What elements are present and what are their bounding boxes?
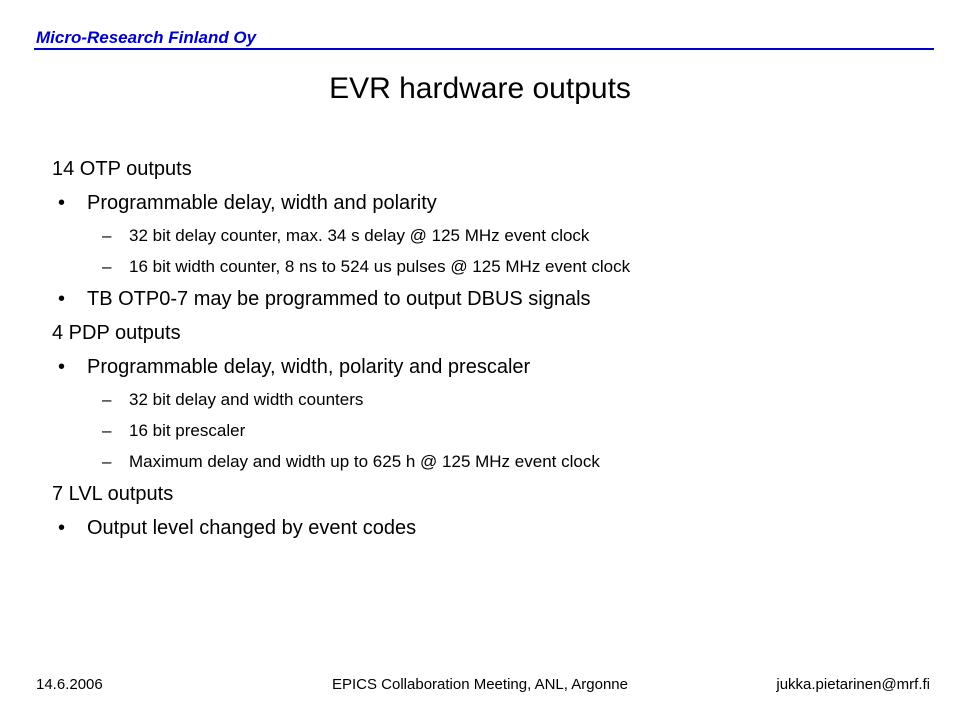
bullet-item xyxy=(52,350,932,384)
dash-mark: – xyxy=(102,452,112,471)
line-text: Programmable delay, width and polarity xyxy=(87,192,437,214)
bullet-mark: • xyxy=(58,517,66,539)
bullet-item xyxy=(52,511,932,545)
bullet-mark: • xyxy=(58,356,66,378)
line-text: 16 bit prescaler xyxy=(129,421,246,440)
sub-bullet-item xyxy=(52,446,932,477)
sub-bullet-item xyxy=(52,220,932,251)
dash-mark: – xyxy=(102,257,112,276)
sub-bullet-item xyxy=(52,415,932,446)
footer-email: jukka.pietarinen@mrf.fi xyxy=(776,676,930,693)
line-text: Maximum delay and width up to 625 h @ 125 MHz event clock xyxy=(129,452,600,471)
line-text: Output level changed by event codes xyxy=(87,517,417,539)
bullet-item xyxy=(52,282,932,316)
line-text: TB OTP0-7 may be programmed to output DBUS signals xyxy=(87,288,591,310)
bullet-item xyxy=(52,186,932,220)
dash-mark: – xyxy=(102,390,112,409)
header-divider xyxy=(34,48,934,50)
line-text: Programmable delay, width, polarity and prescaler xyxy=(87,356,531,378)
line-text: 4 PDP outputs xyxy=(52,322,181,344)
company-name: Micro-Research Finland Oy xyxy=(36,28,257,47)
sub-bullet-item xyxy=(52,251,932,282)
footer-event: EPICS Collaboration Meeting, ANL, Argonne xyxy=(331,676,628,693)
bullet-mark: • xyxy=(58,192,66,214)
line-text: 32 bit delay and width counters xyxy=(129,390,364,409)
section-heading-otp xyxy=(52,152,932,186)
bullet-mark: • xyxy=(58,288,66,310)
slide-title: EVR hardware outputs xyxy=(329,72,631,105)
footer-date: 14.6.2006 xyxy=(36,676,103,693)
dash-mark: – xyxy=(102,421,112,440)
line-text: 32 bit delay counter, max. 34 s delay @ 125 MHz event clock xyxy=(129,226,590,245)
sub-bullet-item xyxy=(52,384,932,415)
line-text: 16 bit width counter, 8 ns to 524 us pulses @ 125 MHz event clock xyxy=(129,257,631,276)
line-text: 7 LVL outputs xyxy=(52,483,174,505)
section-heading-pdp xyxy=(52,316,932,350)
dash-mark: – xyxy=(102,226,112,245)
line-text: 14 OTP outputs xyxy=(52,158,192,180)
slide-body xyxy=(52,152,932,545)
section-heading-lvl xyxy=(52,477,932,511)
